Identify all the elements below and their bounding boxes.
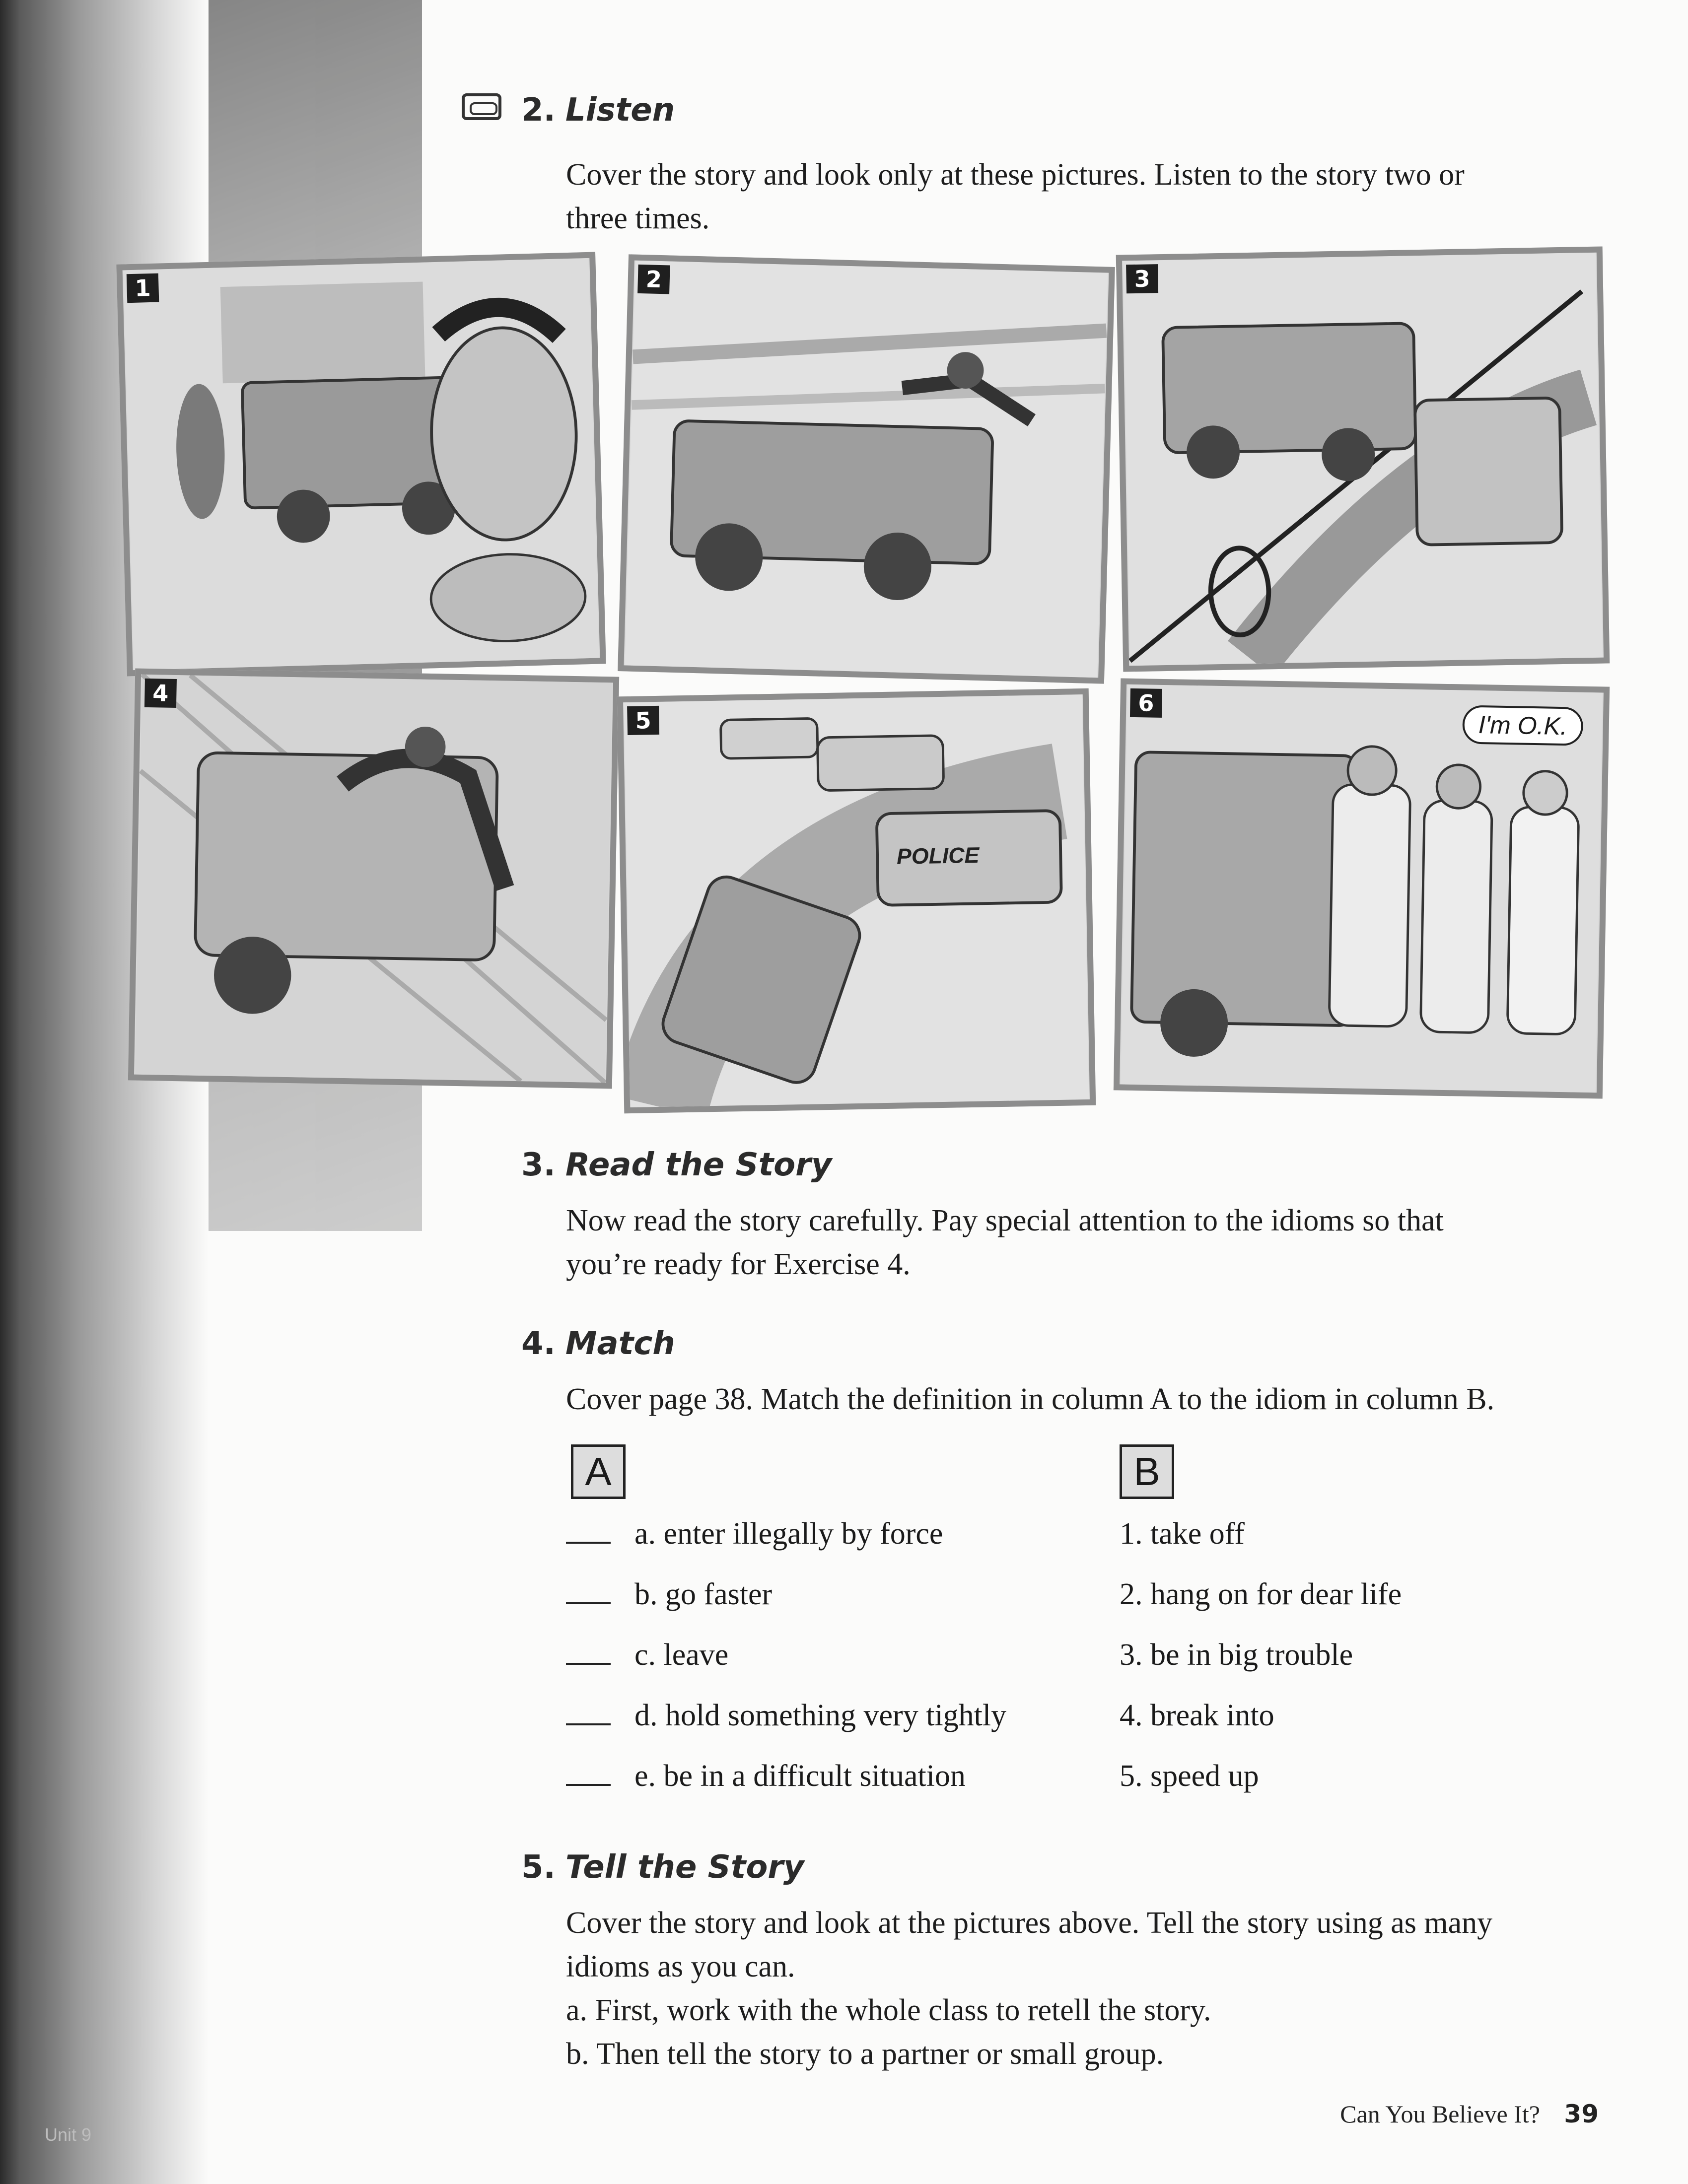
exercise-number: 4.	[521, 1325, 556, 1362]
picture-panel-2	[618, 254, 1115, 683]
instruction-line: idioms as you can.	[566, 1950, 795, 1983]
list-item	[566, 1574, 772, 1614]
audio-cassette-icon	[462, 93, 501, 120]
definition-text: e. be in a difficult situation	[634, 1759, 966, 1793]
instruction-line: a. First, work with the whole class to retell the story.	[566, 1993, 1211, 2027]
definition-text: a. enter illegally by force	[634, 1517, 943, 1551]
exercise-number: 5.	[521, 1849, 556, 1886]
picture-panel-6	[1114, 678, 1610, 1098]
definition-text: c. leave	[634, 1638, 729, 1672]
police-chase-illustration	[623, 694, 1090, 1107]
panel-number: 2	[637, 265, 670, 294]
exercise-number: 2.	[521, 92, 556, 129]
instruction-line: Now read the story carefully. Pay special attention to the idioms so that	[566, 1204, 1444, 1237]
exercise-5-heading	[521, 1849, 804, 1886]
page-footer	[1340, 2100, 1599, 2128]
panel-number: 1	[127, 273, 159, 303]
exercise-2-instructions	[566, 153, 1609, 240]
car-driving-off-illustration	[624, 261, 1109, 678]
instruction-line: you’re ready for Exercise 4.	[566, 1247, 911, 1281]
answer-blank[interactable]	[566, 1696, 611, 1725]
list-item: 5. speed up	[1120, 1759, 1259, 1793]
picture-panel-3	[1116, 247, 1610, 672]
car-theft-illustration	[123, 258, 600, 670]
exercise-title: Tell the Story	[565, 1849, 804, 1886]
panel-number: 3	[1126, 264, 1158, 293]
exercise-3-instructions	[566, 1199, 1609, 1286]
picture-panel-4	[128, 669, 619, 1089]
exercise-2-heading	[521, 92, 675, 129]
previous-page-footer: Unit 9	[45, 2124, 92, 2145]
book-title: Can You Believe It?	[1340, 2100, 1540, 2128]
definition-text: d. hold something very tightly	[634, 1699, 1007, 1732]
list-item	[566, 1696, 1006, 1735]
car-chase-illustration	[1122, 253, 1604, 666]
column-b-label: B	[1120, 1444, 1174, 1499]
page-number: 39	[1564, 2100, 1599, 2128]
list-item	[566, 1635, 728, 1675]
exercise-title: Match	[565, 1325, 675, 1362]
instruction-line: three times.	[566, 202, 710, 235]
instruction-line: Cover the story and look at the pictures above. Tell the story using as many	[566, 1906, 1493, 1940]
speech-bubble: I'm O.K.	[1462, 705, 1583, 746]
column-a-label: A	[571, 1444, 626, 1499]
list-item: 3. be in big trouble	[1120, 1638, 1353, 1672]
exercise-title: Listen	[565, 92, 675, 129]
list-item	[566, 1756, 966, 1796]
instruction-line: b. Then tell the story to a partner or small group.	[566, 2037, 1164, 2071]
exercise-3-heading	[521, 1147, 832, 1183]
instruction-line: Cover the story and look only at these pictures. Listen to the story two or	[566, 158, 1465, 192]
answer-blank[interactable]	[566, 1574, 611, 1604]
picture-panel-5	[617, 688, 1096, 1113]
panel-number: 6	[1130, 688, 1162, 718]
exercise-number: 3.	[521, 1147, 556, 1183]
car-crash-bushes-illustration	[134, 675, 613, 1083]
panel-number: 5	[627, 706, 659, 735]
exercise-5-instructions	[566, 1901, 1638, 2076]
panel-number: 4	[144, 679, 177, 708]
police-car-label: POLICE	[896, 843, 980, 869]
list-item	[566, 1514, 943, 1554]
definition-text: b. go faster	[634, 1577, 773, 1611]
picture-panel-1	[116, 252, 606, 677]
list-item: 2. hang on for dear life	[1120, 1577, 1402, 1611]
exercise-title: Read the Story	[565, 1147, 832, 1183]
list-item: 1. take off	[1120, 1517, 1245, 1551]
answer-blank[interactable]	[566, 1756, 611, 1786]
answer-blank[interactable]	[566, 1635, 611, 1665]
exercise-4-heading	[521, 1325, 675, 1362]
answer-blank[interactable]	[566, 1514, 611, 1544]
police-arrest-illustration	[1120, 684, 1604, 1093]
list-item: 4. break into	[1120, 1699, 1274, 1732]
exercise-4-instructions: Cover page 38. Match the definition in column A to the idiom in column B.	[566, 1382, 1495, 1416]
